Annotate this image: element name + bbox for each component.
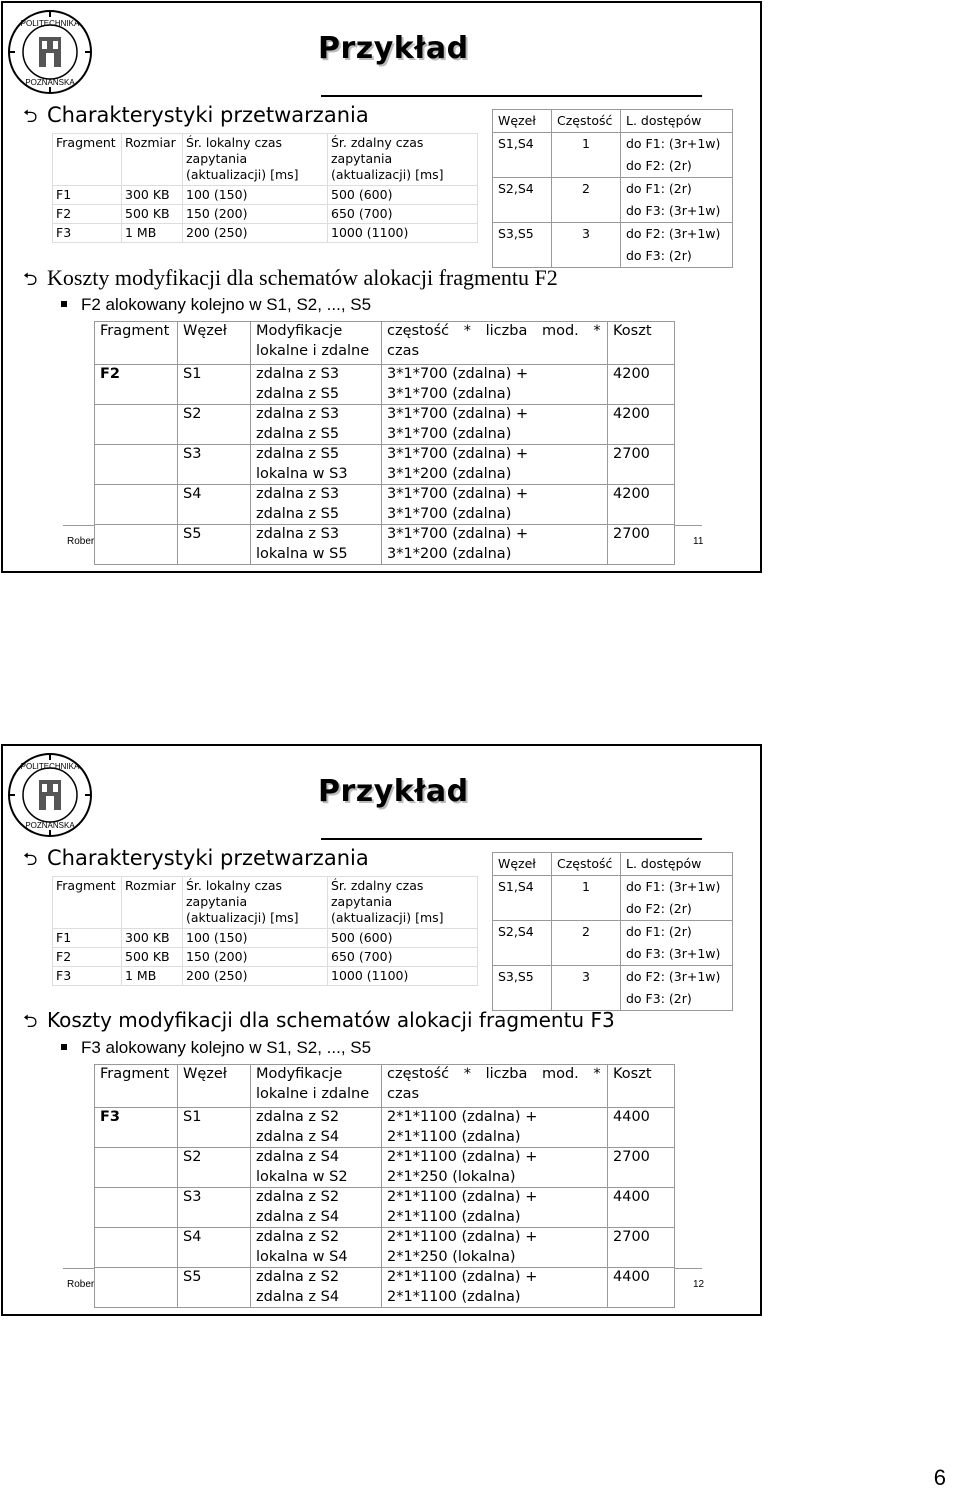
bullet-characteristics xyxy=(23,846,369,877)
cell: 3*1*700 (zdalna) + xyxy=(382,445,608,465)
access-frequency-table xyxy=(492,109,733,268)
table-row xyxy=(493,133,733,156)
cell: 1 xyxy=(552,876,621,899)
cell: 500 KB xyxy=(122,205,183,224)
cell: do F1: (3r+1w) xyxy=(621,876,733,899)
th-fragment: Fragment xyxy=(53,877,122,929)
cell: 2700 xyxy=(608,1148,675,1168)
cell: do F1: (3r+1w) xyxy=(621,133,733,156)
cell: F2 xyxy=(53,205,122,224)
arrow-bullet-icon: ⮌ xyxy=(23,106,38,127)
cost-rows xyxy=(95,365,675,565)
cell: 2*1*1100 (zdalna) + xyxy=(382,1188,608,1208)
cell: 3*1*700 (zdalna) xyxy=(382,385,608,405)
table-row xyxy=(493,876,733,899)
cell: F3 xyxy=(53,224,122,243)
cell: 2*1*1100 (zdalna) xyxy=(382,1208,608,1228)
arrow-bullet-icon: ⮌ xyxy=(23,269,38,290)
table-row xyxy=(95,465,675,485)
title-underline xyxy=(321,95,702,97)
cell: 650 (700) xyxy=(328,948,478,967)
cell: 4200 xyxy=(608,485,675,505)
table-row xyxy=(95,505,675,525)
bullet-text: Koszty modyfikacji dla schematów alokacji fragmentu F2 xyxy=(47,265,558,290)
cell: 2 xyxy=(552,921,621,944)
table-row xyxy=(493,155,733,178)
bullet-modification-costs xyxy=(23,1008,615,1039)
cell: zdalna z S5 xyxy=(251,445,382,465)
cell: 300 KB xyxy=(122,186,183,205)
cell: do F3: (3r+1w) xyxy=(621,943,733,966)
table-row xyxy=(53,224,478,243)
cell: S2,S4 xyxy=(493,178,552,201)
table-row xyxy=(493,966,733,989)
table-row xyxy=(95,545,675,565)
cell: 2700 xyxy=(608,525,675,545)
cell: 4200 xyxy=(608,405,675,425)
cell: lokalna w S3 xyxy=(251,465,382,485)
square-bullet-icon xyxy=(61,301,67,307)
cell: 2*1*1100 (zdalna) xyxy=(382,1288,608,1308)
cell: S2 xyxy=(178,405,251,425)
cell: 3*1*700 (zdalna) + xyxy=(382,485,608,505)
svg-text:POZNAŃSKA: POZNAŃSKA xyxy=(25,821,75,830)
square-bullet-icon xyxy=(61,1044,67,1050)
cell: 4200 xyxy=(608,365,675,385)
arrow-bullet-icon: ⮌ xyxy=(23,1011,38,1032)
table-row xyxy=(95,445,675,465)
cell: 2*1*1100 (zdalna) + xyxy=(382,1228,608,1248)
characteristics-table xyxy=(52,133,478,243)
th-local-time: Śr. lokalny czas zapytania (aktualizacji) [ms] xyxy=(183,134,328,186)
cell: 1 MB xyxy=(122,224,183,243)
th-fragment: Fragment xyxy=(95,322,178,365)
university-logo xyxy=(7,752,93,838)
cell: 4400 xyxy=(608,1108,675,1128)
table-header-row xyxy=(95,322,675,365)
th-size: Rozmiar xyxy=(122,134,183,186)
cell: do F3: (2r) xyxy=(621,988,733,1011)
cell: zdalna z S5 xyxy=(251,505,382,525)
table-header-row xyxy=(493,110,733,133)
cell: 500 KB xyxy=(122,948,183,967)
bullet-modification-costs xyxy=(23,265,558,297)
cell: 2*1*1100 (zdalna) + xyxy=(382,1108,608,1128)
table-row xyxy=(95,1288,675,1308)
cell: lokalna w S2 xyxy=(251,1168,382,1188)
table-row xyxy=(53,929,478,948)
cell: F3 xyxy=(53,967,122,986)
table-row xyxy=(95,365,675,385)
table-row xyxy=(493,178,733,201)
arrow-bullet-icon: ⮌ xyxy=(23,849,38,870)
sub-bullet xyxy=(61,295,371,315)
cost-rows xyxy=(95,1108,675,1308)
cost-table xyxy=(94,321,675,565)
table-row xyxy=(95,1228,675,1248)
table-row xyxy=(493,200,733,223)
cell: 3*1*700 (zdalna) + xyxy=(382,405,608,425)
cell: S5 xyxy=(178,525,251,545)
table-row xyxy=(95,1268,675,1288)
cell: 4400 xyxy=(608,1268,675,1288)
cell: 3*1*700 (zdalna) + xyxy=(382,365,608,385)
cell: 650 (700) xyxy=(328,205,478,224)
cell: 1 xyxy=(552,133,621,156)
cell: S1 xyxy=(178,1108,251,1128)
th-formula: częstość * liczba mod. * czas xyxy=(382,322,608,365)
table-row xyxy=(95,1208,675,1228)
svg-text:POLITECHNIKA: POLITECHNIKA xyxy=(20,19,80,28)
table-row xyxy=(95,485,675,505)
cell: 2*1*1100 (zdalna) + xyxy=(382,1268,608,1288)
cell: S1 xyxy=(178,365,251,385)
table-row xyxy=(95,1248,675,1268)
bullet-text: Charakterystyki przetwarzania xyxy=(47,846,369,870)
cell: 3 xyxy=(552,966,621,989)
cell: 1000 (1100) xyxy=(328,224,478,243)
table-row xyxy=(53,186,478,205)
cell: 3 xyxy=(552,223,621,246)
sub-bullet xyxy=(61,1038,371,1058)
table-row xyxy=(95,405,675,425)
table-row xyxy=(493,943,733,966)
svg-text:POLITECHNIKA: POLITECHNIKA xyxy=(20,762,80,771)
cell: 300 KB xyxy=(122,929,183,948)
th-node: Węzeł xyxy=(493,110,552,133)
cell: S3,S5 xyxy=(493,223,552,246)
cell: 2 xyxy=(552,178,621,201)
cell: 2700 xyxy=(608,1228,675,1248)
cell: zdalna z S5 xyxy=(251,425,382,445)
slide-12 xyxy=(1,744,762,1316)
cell: S4 xyxy=(178,1228,251,1248)
cell: zdalna z S5 xyxy=(251,385,382,405)
th-remote-time: Śr. zdalny czas zapytania (aktualizacji) [ms] xyxy=(328,877,478,929)
cell: 1 MB xyxy=(122,967,183,986)
cell: F1 xyxy=(53,186,122,205)
table-row xyxy=(95,425,675,445)
th-formula: częstość * liczba mod. * czas xyxy=(382,1065,608,1108)
title-underline xyxy=(321,838,702,840)
cell: zdalna z S2 xyxy=(251,1108,382,1128)
cell: zdalna z S3 xyxy=(251,525,382,545)
page-number: 6 xyxy=(933,1465,946,1490)
slide-11 xyxy=(1,1,762,573)
th-modifications: Modyfikacje lokalne i zdalne xyxy=(251,1065,382,1108)
cell: zdalna z S4 xyxy=(251,1208,382,1228)
cell: S3 xyxy=(178,1188,251,1208)
table-row xyxy=(53,948,478,967)
cost-table xyxy=(94,1064,675,1308)
th-frequency: Częstość xyxy=(552,853,621,876)
table-header-row xyxy=(53,134,478,186)
cell: 3*1*700 (zdalna) xyxy=(382,505,608,525)
slide-number: 12 xyxy=(693,1279,705,1290)
cell: 200 (250) xyxy=(183,967,328,986)
footer-author: Rober xyxy=(67,536,95,547)
th-cost: Koszt xyxy=(608,322,675,365)
th-modifications: Modyfikacje lokalne i zdalne xyxy=(251,322,382,365)
cell: 2*1*1100 (zdalna) + xyxy=(382,1148,608,1168)
cell: do F1: (2r) xyxy=(621,178,733,201)
th-size: Rozmiar xyxy=(122,877,183,929)
th-fragment: Fragment xyxy=(95,1065,178,1108)
cell: 200 (250) xyxy=(183,224,328,243)
table-row xyxy=(95,385,675,405)
cell: zdalna z S3 xyxy=(251,365,382,385)
table-header-row xyxy=(95,1065,675,1108)
cell: 2*1*250 (lokalna) xyxy=(382,1168,608,1188)
table-row xyxy=(53,967,478,986)
th-accesses: L. dostępów xyxy=(621,110,733,133)
cell: 500 (600) xyxy=(328,186,478,205)
slide-number: 11 xyxy=(693,536,704,547)
cell: F2 xyxy=(53,948,122,967)
table-row xyxy=(95,1108,675,1128)
cell: S4 xyxy=(178,485,251,505)
cell: 2*1*250 (lokalna) xyxy=(382,1248,608,1268)
cell: do F1: (2r) xyxy=(621,921,733,944)
th-local-time: Śr. lokalny czas zapytania (aktualizacji) [ms] xyxy=(183,877,328,929)
cell: do F2: (2r) xyxy=(621,155,733,178)
table-row xyxy=(493,223,733,246)
table-row xyxy=(53,205,478,224)
table-row xyxy=(95,1128,675,1148)
cell: 150 (200) xyxy=(183,205,328,224)
access-frequency-table xyxy=(492,852,733,1011)
cell: S1,S4 xyxy=(493,876,552,899)
cell: 100 (150) xyxy=(183,929,328,948)
cell: zdalna z S2 xyxy=(251,1188,382,1208)
table-row xyxy=(493,898,733,921)
cell: do F3: (3r+1w) xyxy=(621,200,733,223)
cell: 100 (150) xyxy=(183,186,328,205)
th-node: Węzeł xyxy=(178,1065,251,1108)
svg-text:POZNAŃSKA: POZNAŃSKA xyxy=(25,78,75,87)
cell: zdalna z S3 xyxy=(251,405,382,425)
cell: F2 xyxy=(95,365,178,385)
cell: zdalna z S4 xyxy=(251,1288,382,1308)
cell: S2 xyxy=(178,1148,251,1168)
bullet-text: Charakterystyki przetwarzania xyxy=(47,103,369,127)
cell: zdalna z S4 xyxy=(251,1128,382,1148)
university-logo xyxy=(7,9,93,95)
th-remote-time: Śr. zdalny czas zapytania (aktualizacji) [ms] xyxy=(328,134,478,186)
cell: zdalna z S4 xyxy=(251,1148,382,1168)
cell: F1 xyxy=(53,929,122,948)
th-frequency: Częstość xyxy=(552,110,621,133)
bullet-text: Koszty modyfikacji dla schematów alokacji fragmentu F3 xyxy=(47,1008,615,1032)
cell: lokalna w S5 xyxy=(251,545,382,565)
cell: 2700 xyxy=(608,445,675,465)
cell: 3*1*700 (zdalna) + xyxy=(382,525,608,545)
table-header-row xyxy=(493,853,733,876)
cell: zdalna z S2 xyxy=(251,1268,382,1288)
sub-bullet-text: F2 alokowany kolejno w S1, S2, ..., S5 xyxy=(81,295,372,314)
cell: do F2: (3r+1w) xyxy=(621,223,733,246)
sub-bullet-text: F3 alokowany kolejno w S1, S2, ..., S5 xyxy=(81,1038,372,1057)
cell: 150 (200) xyxy=(183,948,328,967)
table-row xyxy=(95,1148,675,1168)
cell: S5 xyxy=(178,1268,251,1288)
cell: do F2: (3r+1w) xyxy=(621,966,733,989)
cell: 3*1*700 (zdalna) xyxy=(382,425,608,445)
th-node: Węzeł xyxy=(178,322,251,365)
cell: 3*1*200 (zdalna) xyxy=(382,545,608,565)
cell: zdalna z S3 xyxy=(251,485,382,505)
bullet-characteristics xyxy=(23,103,369,134)
table-row xyxy=(95,1168,675,1188)
th-accesses: L. dostępów xyxy=(621,853,733,876)
slide-title: Przykład xyxy=(318,31,469,66)
cell: S3,S5 xyxy=(493,966,552,989)
th-node: Węzeł xyxy=(493,853,552,876)
cell: zdalna z S2 xyxy=(251,1228,382,1248)
table-header-row xyxy=(53,877,478,929)
cell: 1000 (1100) xyxy=(328,967,478,986)
cell: do F3: (2r) xyxy=(621,245,733,268)
cell: F3 xyxy=(95,1108,178,1128)
cell: S1,S4 xyxy=(493,133,552,156)
cell: 4400 xyxy=(608,1188,675,1208)
cell: do F2: (2r) xyxy=(621,898,733,921)
cell: 3*1*200 (zdalna) xyxy=(382,465,608,485)
cell: 500 (600) xyxy=(328,929,478,948)
th-cost: Koszt xyxy=(608,1065,675,1108)
table-row xyxy=(493,921,733,944)
cell: 2*1*1100 (zdalna) xyxy=(382,1128,608,1148)
table-row xyxy=(95,525,675,545)
cell: S2,S4 xyxy=(493,921,552,944)
characteristics-table xyxy=(52,876,478,986)
slide-title: Przykład xyxy=(318,774,469,809)
cell: S3 xyxy=(178,445,251,465)
footer-author: Rober xyxy=(67,1279,95,1290)
table-row xyxy=(95,1188,675,1208)
th-fragment: Fragment xyxy=(53,134,122,186)
cell: lokalna w S4 xyxy=(251,1248,382,1268)
